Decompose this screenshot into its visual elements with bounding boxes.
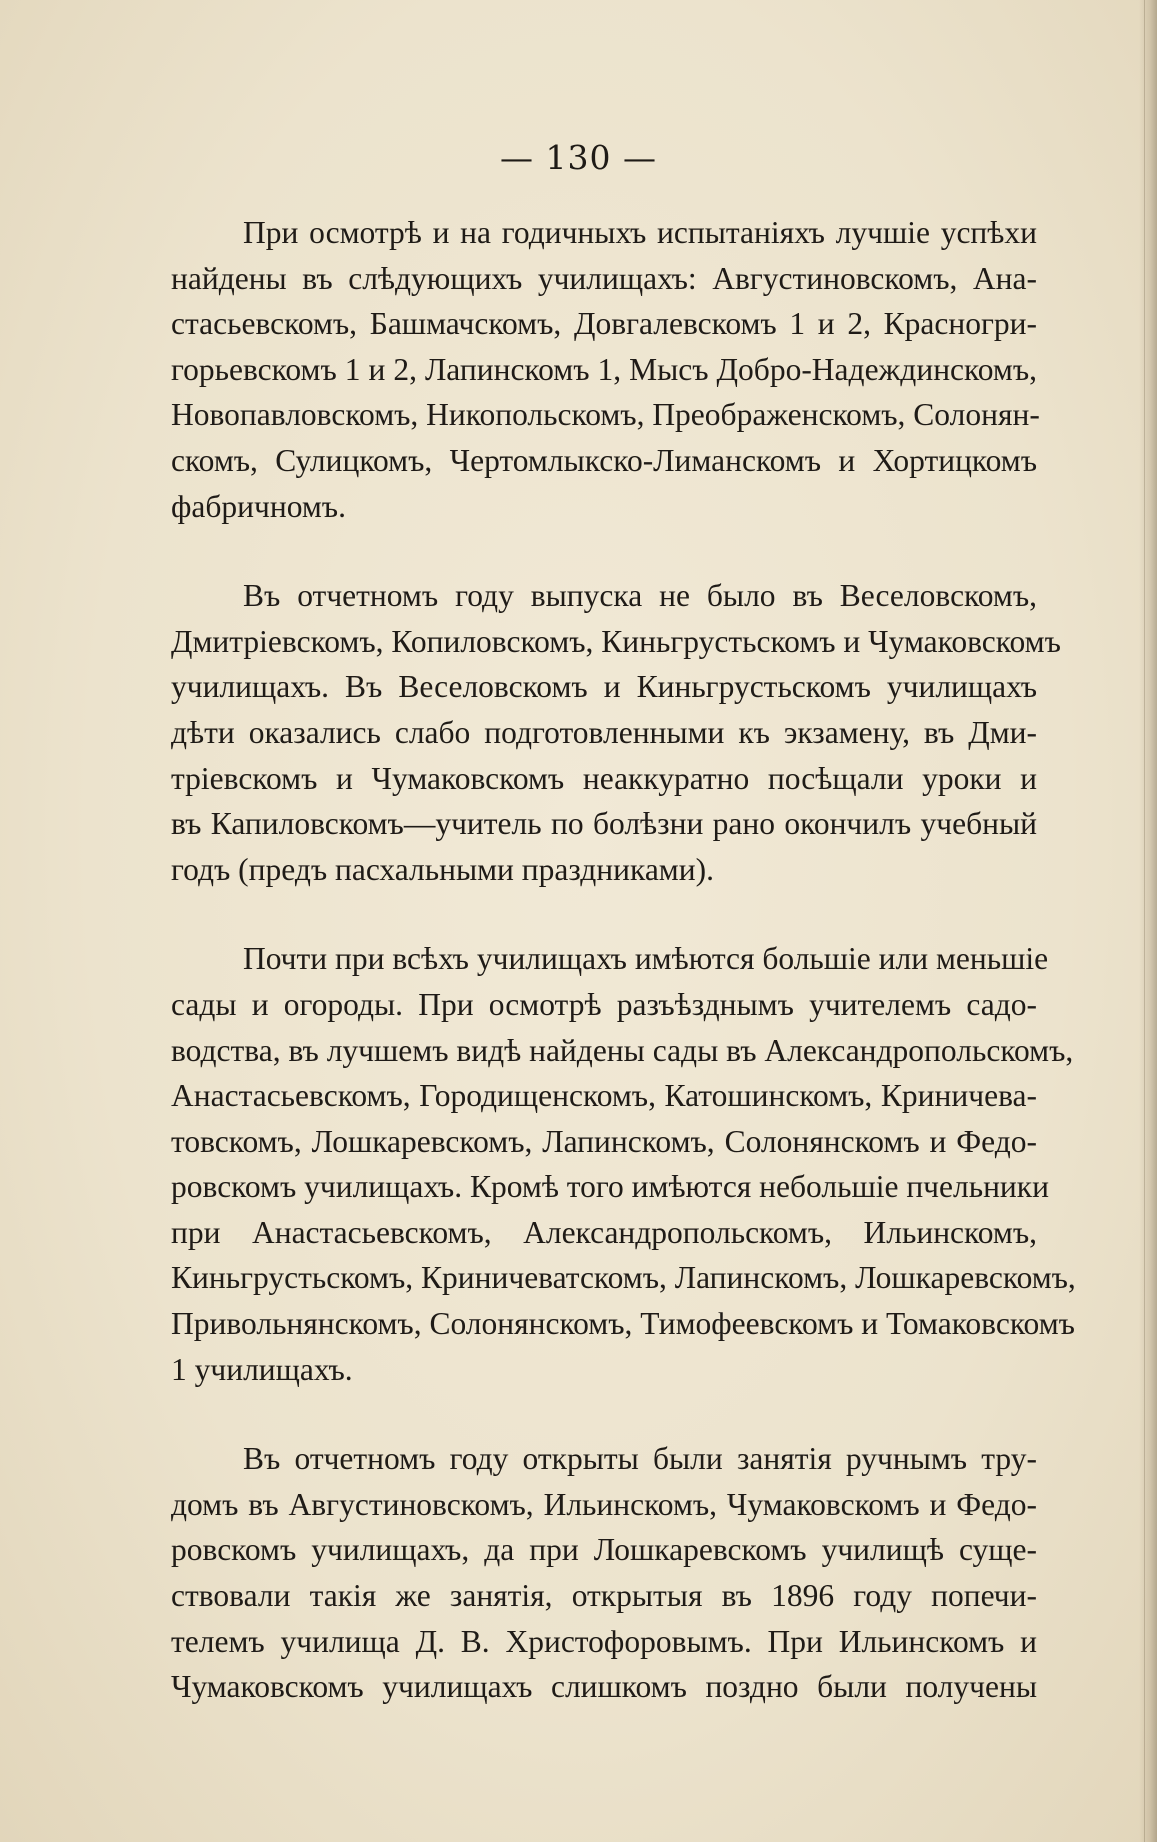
text-line: 1 училищахъ. (171, 1351, 353, 1387)
page-fold-line (1144, 0, 1145, 1842)
text-line: тріевскомъ и Чумаковскомъ неаккуратно посѣщали уроки и (171, 760, 1037, 796)
text-line: годъ (предъ пасхальными праздниками). (171, 851, 714, 887)
text-line: скомъ, Сулицкомъ, Чертомлыкско-Лиманскомъ и Хортицкомъ (171, 442, 1037, 478)
paragraph-2 (171, 573, 1061, 892)
text-line: При осмотрѣ и на годичныхъ испытаніяхъ лучшіе успѣхи (243, 215, 1037, 250)
text-line: водства, въ лучшемъ видѣ найдены сады въ Александропольскомъ, (171, 1032, 1074, 1068)
paragraph-gap (171, 892, 1037, 936)
page-edge-shadow (1139, 0, 1157, 1842)
text-line: товскомъ, Лошкаревскомъ, Лапинскомъ, Солонянскомъ и Федо- (171, 1123, 1037, 1159)
text-line: Киньгрустьскомъ, Криничеватскомъ, Лапинскомъ, Лошкаревскомъ, (171, 1260, 1076, 1296)
text-line: Дмитріевскомъ, Копиловскомъ, Киньгрустьскомъ и Чумаковскомъ (171, 623, 1061, 659)
text-line: Анастасьевскомъ, Городищенскомъ, Катошинскомъ, Криничева- (171, 1078, 1037, 1114)
text-line: Въ отчетномъ году открыты были занятія ручнымъ тру- (243, 1441, 1037, 1477)
text-line: телемъ училища Д. В. Христофоровымъ. При Ильинскомъ и (171, 1623, 1037, 1659)
text-line: Почти при всѣхъ училищахъ имѣются большіе или меньшіе (243, 941, 1049, 977)
page-number: — 130 — (500, 138, 657, 177)
text-line: стасьевскомъ, Башмачскомъ, Довгалевскомъ 1 и 2, Красногри- (171, 306, 1037, 342)
text-line: Новопавловскомъ, Никопольскомъ, Преображенскомъ, Солонян- (171, 397, 1040, 433)
text-line: Чумаковскомъ училищахъ слишкомъ поздно были получены (171, 1669, 1037, 1705)
paragraph-3 (171, 936, 1076, 1392)
text-line: фабричномъ. (171, 488, 346, 524)
text-line: дѣти оказались слабо подготовленными къ экзамену, въ Дми- (171, 714, 1037, 750)
paragraph-gap (171, 529, 1037, 573)
paragraph-1 (171, 210, 1040, 529)
text-line: при Анастасьевскомъ, Александропольскомъ, Ильинскомъ, (171, 1214, 1037, 1250)
paragraph-gap (171, 1392, 1037, 1436)
paragraph-4 (171, 1436, 1037, 1710)
text-line: училищахъ. Въ Веселовскомъ и Киньгрустьскомъ училищахъ (171, 669, 1037, 705)
text-line: въ Капиловскомъ—учитель по болѣзни рано окончилъ учебный (171, 806, 1037, 842)
text-line: сады и огороды. При осмотрѣ разъѣзднымъ учителемъ садо- (171, 986, 1037, 1022)
text-line: ровскомъ училищахъ. Кромѣ того имѣются небольшіе пчельники (171, 1169, 1049, 1205)
text-line: Привольнянскомъ, Солонянскомъ, Тимофеевскомъ и Томаковскомъ (171, 1306, 1075, 1342)
text-line: Въ отчетномъ году выпуска не было въ Веселовскомъ, (243, 578, 1037, 614)
text-line: ствовали такія же занятія, открытыя въ 1896 году попечи- (171, 1578, 1037, 1614)
body-text (171, 210, 1076, 1710)
text-line: ровскомъ училищахъ, да при Лошкаревскомъ училищѣ суще- (171, 1532, 1037, 1568)
text-line: горьевскомъ 1 и 2, Лапинскомъ 1, Мысъ Добро-Надеждинскомъ, (171, 351, 1037, 387)
text-line: домъ въ Августиновскомъ, Ильинскомъ, Чумаковскомъ и Федо- (171, 1486, 1037, 1522)
text-line: найдены въ слѣдующихъ училищахъ: Августиновскомъ, Ана- (171, 260, 1037, 296)
